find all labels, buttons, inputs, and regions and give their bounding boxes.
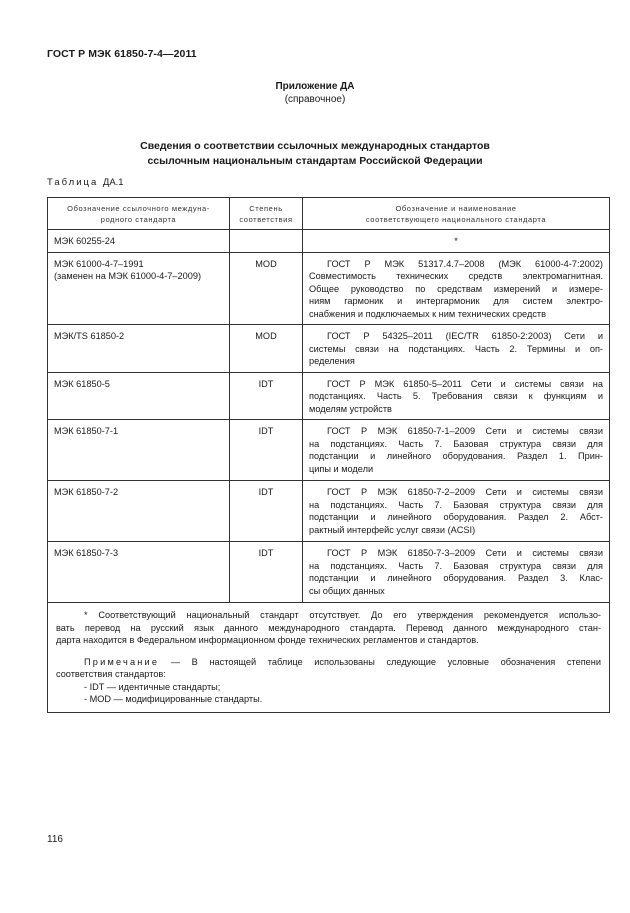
national-standard-line: ципы и модели xyxy=(309,463,374,474)
degree-cell: IDT xyxy=(230,542,303,603)
degree-cell: MOD xyxy=(230,325,303,373)
degree-cell: IDT xyxy=(230,481,303,542)
table-row xyxy=(48,325,610,373)
table-row xyxy=(48,420,610,481)
reference-standard-line: МЭК 60255-24 xyxy=(54,236,115,246)
national-standard-line: подстанции и линейного оборудования. Раздел 1. Прин- xyxy=(309,451,603,461)
reference-standard-cell xyxy=(48,481,230,542)
footnote-line: вать перевод на русский язык данного международного стандарта. Перевод данного международного стан- xyxy=(56,622,601,633)
note-item: - MOD — модифицированные стандарты. xyxy=(84,694,263,704)
column-header-degree: Степень соответствия xyxy=(230,198,303,230)
national-standard-line: ГОСТ Р МЭК 61850-7-1–2009 Сети и системы связи xyxy=(327,426,603,436)
reference-standard-line: МЭК 61850-7-2 xyxy=(54,487,119,497)
reference-standard-cell xyxy=(48,372,230,420)
table-header-row xyxy=(48,198,610,230)
annex-title: Приложение ДА xyxy=(275,81,355,92)
reference-standard-line: МЭК 61850-7-1 xyxy=(54,426,119,436)
national-standard-line: сы общих данных xyxy=(309,585,385,596)
national-standard-line: подстанциях. Часть 5. Требования связи к функциям и xyxy=(309,391,603,401)
national-standard-line: ГОСТ Р МЭК 61850-7-2–2009 Сети и системы связи xyxy=(327,487,603,497)
note-line xyxy=(56,656,601,669)
reference-standard-line: МЭК 61000-4-7–1991 xyxy=(54,258,144,269)
table-label-word: Таблица xyxy=(47,177,99,188)
national-standard-line: ГОСТ Р МЭК 61850-7-3–2009 Сети и системы связи xyxy=(327,548,603,558)
national-standard-cell xyxy=(303,230,610,253)
reference-standard-line: МЭК 61850-5 xyxy=(54,378,110,389)
national-standard-line: ГОСТ Р 54325–2011 (IEC/TR 61850-2:2003) Сети и xyxy=(327,331,603,341)
footnote-line: дарта находится в Федеральном информационном фонде технических регламентов и стандартов. xyxy=(56,635,479,645)
reference-standard-cell xyxy=(48,420,230,481)
national-standard-cell xyxy=(303,542,610,603)
national-standard-line: снабжения и подключаемых к ним технических средств xyxy=(309,308,546,319)
table-row xyxy=(48,372,610,420)
national-standard-line: Совместимость технических средств электромагнитная. xyxy=(309,271,603,281)
national-standard-cell xyxy=(303,420,610,481)
note-text: — В настоящей таблице использованы следующие условные обозначения степени xyxy=(159,656,601,667)
note-item: - IDT — идентичные стандарты; xyxy=(84,681,221,692)
national-standard-line: на подстанциях. Часть 7. Базовая структура связи для xyxy=(309,499,603,510)
national-standard-line: ределения xyxy=(309,356,355,366)
reference-standard-line: МЭК/TS 61850-2 xyxy=(54,331,125,341)
reference-standard-cell xyxy=(48,325,230,373)
table-row xyxy=(48,252,610,325)
national-standard-line: ГОСТ Р МЭК 61850-5–2011 Сети и системы связи на xyxy=(327,378,603,389)
national-standard-line: * xyxy=(454,236,458,246)
column-header-reference: Обозначение ссылочного междуна- родного стандарта xyxy=(48,198,230,230)
degree-cell xyxy=(230,230,303,253)
degree-cell: IDT xyxy=(230,420,303,481)
table-label xyxy=(47,177,124,188)
note-word: Примечание xyxy=(84,656,160,667)
table-row xyxy=(48,481,610,542)
degree-cell: IDT xyxy=(230,372,303,420)
reference-standard-cell xyxy=(48,230,230,253)
table-row xyxy=(48,230,610,253)
reference-standard-line: МЭК 61850-7-3 xyxy=(54,548,119,558)
footnote-line: * Соответствующий национальный стандарт отсутствует. До его утверждения рекомендуется использо- xyxy=(84,610,601,620)
national-standard-cell xyxy=(303,252,610,325)
national-standard-line: подстанции и линейного оборудования. Раздел 2. Абст- xyxy=(309,512,603,522)
national-standard-line: ГОСТ Р МЭК 51317.4.7–2008 (МЭК 61000-4-7:2002) xyxy=(327,258,603,269)
column-header-national: Обозначение и наименование соответствующего национального стандарта xyxy=(303,198,610,230)
degree-cell: MOD xyxy=(230,252,303,325)
correspondence-table xyxy=(47,197,610,713)
page-number: 116 xyxy=(47,834,63,845)
reference-standard-cell xyxy=(48,542,230,603)
national-standard-line: ниям гармоник и интергармоник для систем электро- xyxy=(309,296,603,306)
reference-standard-cell xyxy=(48,252,230,325)
national-standard-line: Общее руководство по средствам измерений и измере- xyxy=(309,283,603,294)
national-standard-cell xyxy=(303,481,610,542)
national-standard-line: системы связи на подстанциях. Часть 2. Термины и оп- xyxy=(309,343,603,354)
national-standard-cell xyxy=(303,325,610,373)
footnote-cell xyxy=(48,603,610,713)
national-standard-line: на подстанциях. Часть 7. Базовая структура связи для xyxy=(309,438,603,449)
note-line: соответствия стандартов: xyxy=(56,669,166,679)
table-label-number: ДА.1 xyxy=(102,177,124,188)
national-standard-line: рактный интерфейс услуг связи (ACSI) xyxy=(309,524,476,535)
table-row xyxy=(48,542,610,603)
section-title-line2: ссылочным национальным стандартам Российской Федерации xyxy=(147,155,483,167)
national-standard-line: подстанции и линейного оборудования. Раздел 3. Клас- xyxy=(309,573,603,583)
footnote-row xyxy=(48,603,610,713)
document-header: ГОСТ Р МЭК 61850-7-4—2011 xyxy=(47,48,197,60)
section-title-line1: Сведения о соответствии ссылочных международных стандартов xyxy=(140,140,490,152)
national-standard-line: моделям устройств xyxy=(309,403,392,414)
reference-standard-line: (заменен на МЭК 61000-4-7–2009) xyxy=(54,271,202,281)
national-standard-cell xyxy=(303,372,610,420)
annex-subtitle: (справочное) xyxy=(284,94,346,105)
national-standard-line: на подстанциях. Часть 7. Базовая структура связи для xyxy=(309,560,603,571)
